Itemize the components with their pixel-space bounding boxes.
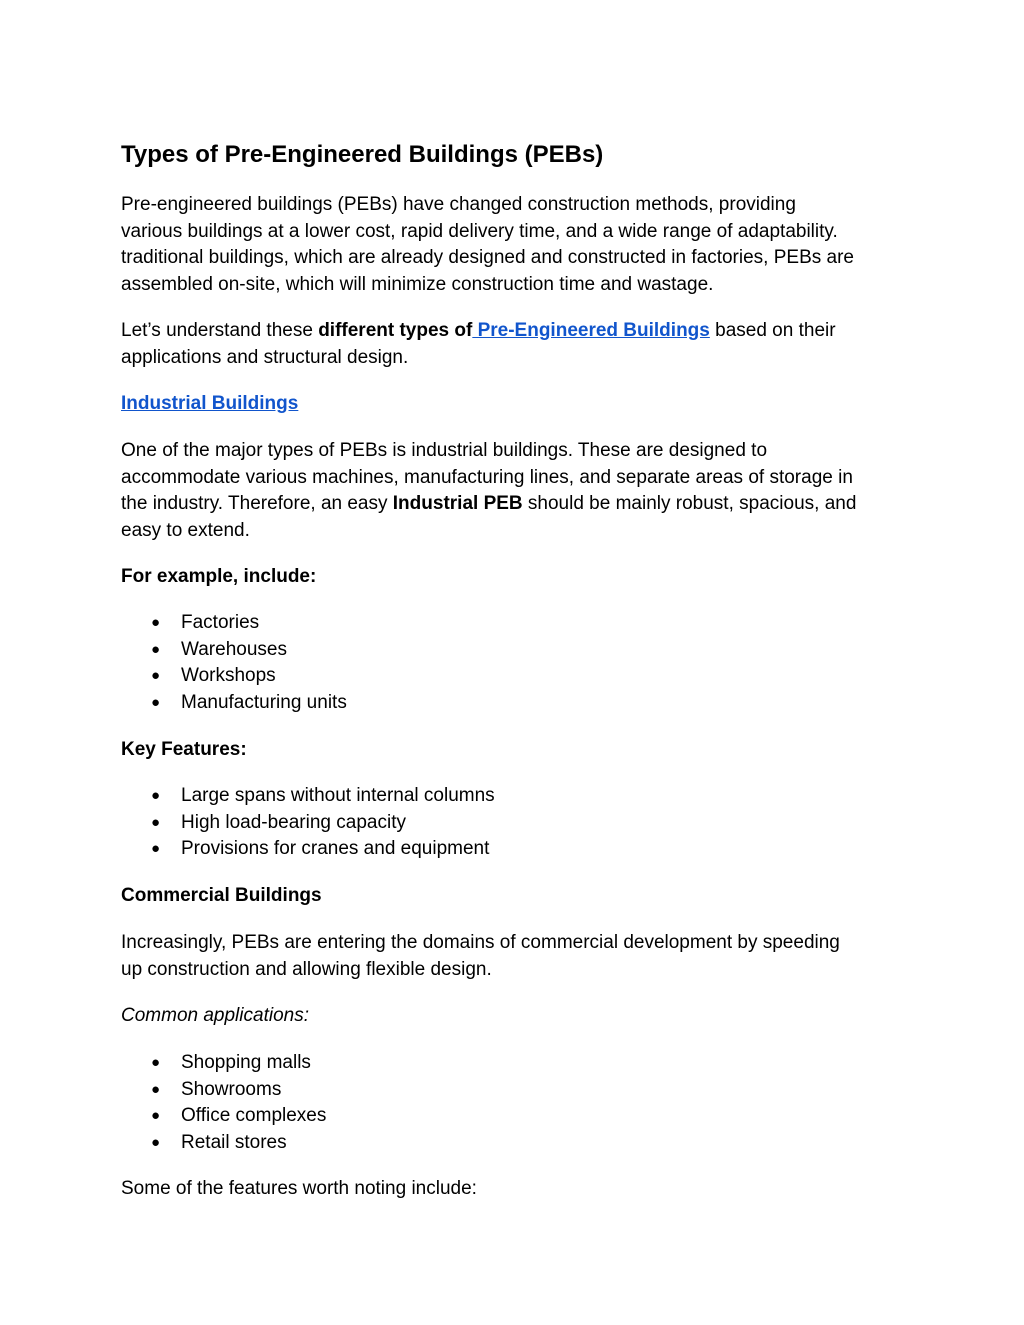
intro-line: Pre-engineered buildings (PEBs) have changed construction methods, providing (121, 194, 796, 215)
list-item (151, 663, 347, 690)
closing-text: Some of the features worth noting include: (121, 1178, 477, 1199)
commercial-paragraph (121, 930, 840, 983)
industrial-line-3 (121, 491, 856, 518)
industrial-line: One of the major types of PEBs is industrial buildings. These are designed to (121, 440, 768, 461)
list-item (151, 690, 347, 717)
industrial-peb-bold: Industrial PEB (392, 493, 523, 514)
commercial-line: Increasingly, PEBs are entering the domains of commercial development by speeding (121, 932, 840, 953)
bullet-icon: ● (151, 614, 161, 631)
industrial-line: easy to extend. (121, 519, 250, 541)
industrial-line-3-prefix: the industry. Therefore, an easy (121, 493, 393, 514)
list-item-label: Warehouses (181, 638, 287, 660)
bullet-icon: ● (151, 1080, 161, 1098)
examples-list (151, 610, 347, 716)
list-item-label: Showrooms (181, 1078, 282, 1100)
applications-heading: Common applications: (121, 1005, 309, 1026)
industrial-line: accommodate various machines, manufacturing lines, and separate areas of storage in (121, 466, 853, 488)
list-item (151, 810, 495, 837)
applications-list (151, 1050, 326, 1156)
list-item-label: High load-bearing capacity (181, 811, 406, 833)
industrial-paragraph (121, 438, 856, 544)
page-title: Types of Pre-Engineered Buildings (PEBs) (121, 141, 604, 168)
bullet-icon: ● (151, 813, 161, 831)
understand-line-1 (121, 318, 836, 345)
list-item-label: Manufacturing units (181, 691, 347, 713)
industrial-buildings-link[interactable]: Industrial Buildings (121, 393, 299, 414)
list-item-label: Workshops (181, 665, 276, 686)
bullet-icon: ● (151, 640, 161, 658)
bullet-icon: ● (151, 1054, 161, 1071)
list-item-label: Large spans without internal columns (181, 785, 495, 806)
industrial-line-3-suffix: should be mainly robust, spacious, and (522, 493, 857, 514)
bullet-icon: ● (151, 693, 161, 711)
list-item-label: Provisions for cranes and equipment (181, 838, 490, 859)
understand-bold: different types of (318, 320, 473, 341)
intro-line: traditional buildings, which are already designed and constructed in factories, PEBs are (121, 247, 854, 268)
pre-engineered-buildings-link[interactable]: Pre-Engineered Buildings (472, 320, 710, 341)
intro-line: various buildings at a lower cost, rapid delivery time, and a wide range of adaptability. (121, 220, 838, 242)
bullet-icon: ● (151, 667, 161, 684)
list-item-label: Office complexes (181, 1105, 327, 1126)
understand-line-2: applications and structural design. (121, 346, 409, 368)
bullet-icon: ● (151, 1107, 161, 1124)
bullet-icon: ● (151, 787, 161, 804)
commercial-heading: Commercial Buildings (121, 885, 322, 906)
list-item-label: Factories (181, 612, 260, 633)
industrial-heading (121, 391, 298, 418)
list-item (151, 637, 347, 664)
list-item (151, 1130, 326, 1157)
example-heading: For example, include: (121, 566, 317, 587)
key-features-heading: Key Features: (121, 739, 247, 760)
list-item (151, 1103, 326, 1130)
features-list (151, 783, 495, 863)
list-item (151, 1050, 326, 1077)
commercial-line: up construction and allowing flexible design. (121, 958, 492, 980)
list-item (151, 783, 495, 810)
understand-paragraph (121, 318, 836, 371)
list-item-label: Retail stores (181, 1131, 287, 1153)
understand-prefix: Let’s understand these (121, 320, 319, 341)
list-item (151, 836, 495, 863)
list-item (151, 1077, 326, 1104)
understand-suffix: based on their (709, 320, 836, 341)
intro-line: assembled on-site, which will minimize construction time and wastage. (121, 273, 714, 295)
intro-paragraph (121, 192, 854, 298)
list-item (151, 610, 347, 637)
bullet-icon: ● (151, 840, 161, 857)
list-item-label: Shopping malls (181, 1052, 311, 1073)
bullet-icon: ● (151, 1133, 161, 1151)
